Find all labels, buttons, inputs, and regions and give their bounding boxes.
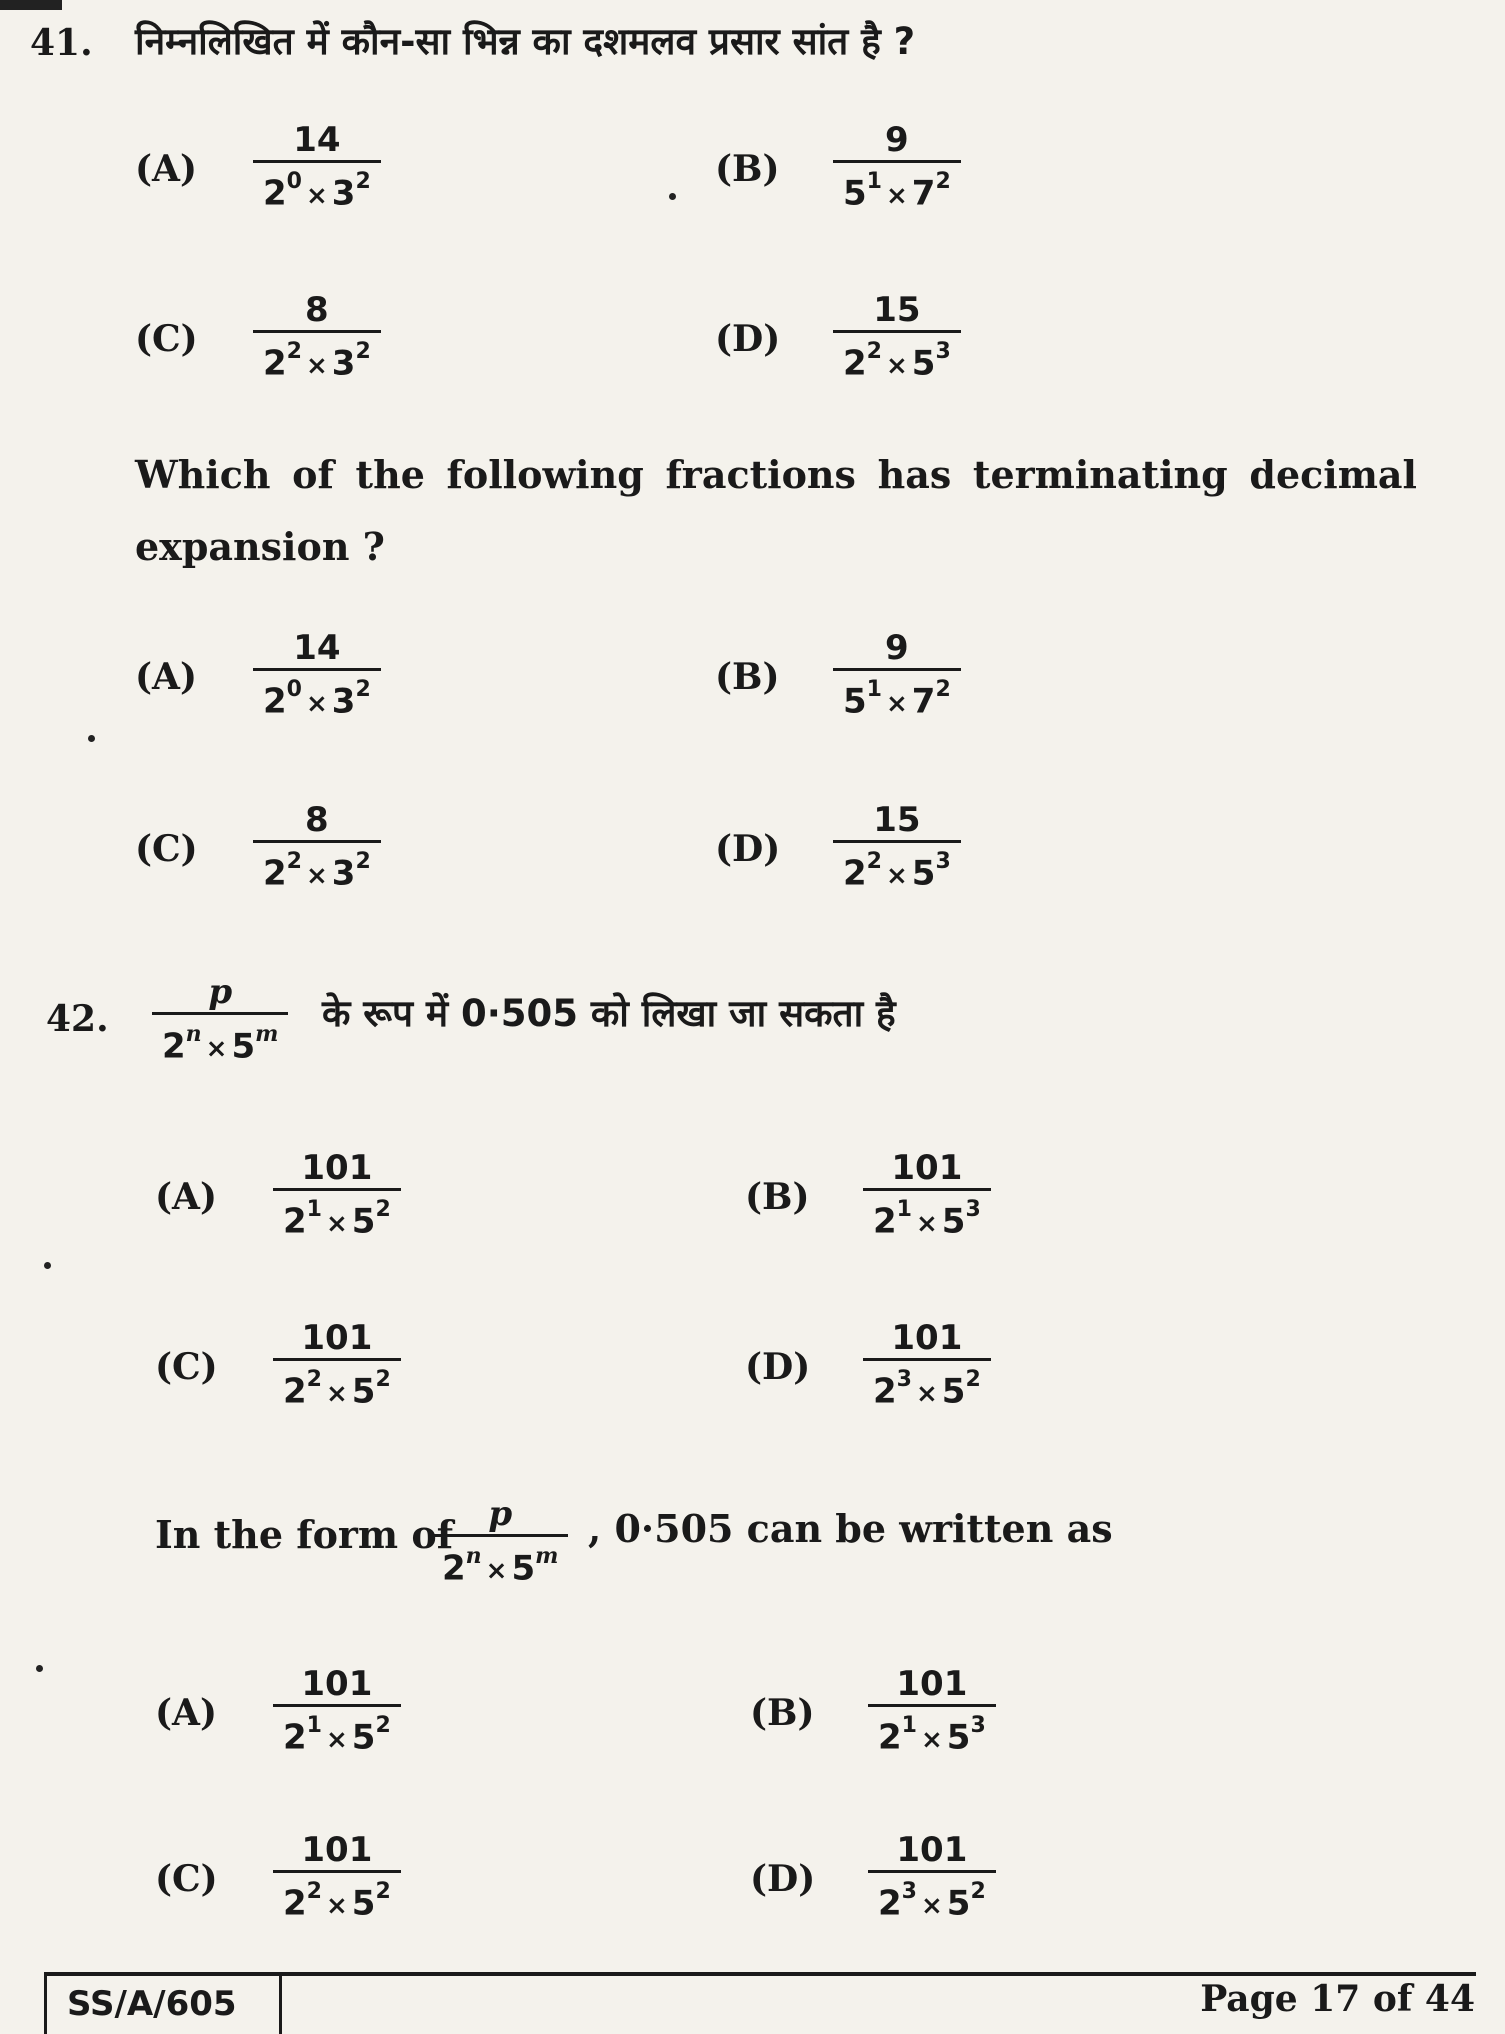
fraction-numerator: 8 bbox=[305, 290, 329, 330]
power-base: 3 bbox=[331, 343, 356, 384]
fraction-numerator: 101 bbox=[301, 1148, 373, 1188]
option-fraction bbox=[273, 1830, 401, 1927]
fraction-denominator bbox=[253, 160, 381, 217]
answer-option[interactable] bbox=[155, 1664, 401, 1761]
expr-exponent: m bbox=[535, 1543, 559, 1569]
power-exponent: 2 bbox=[306, 1367, 322, 1392]
power-base: 5 bbox=[911, 343, 936, 384]
question-text-hindi: के रूप में 0·505 को लिखा जा सकता है bbox=[322, 992, 896, 1035]
option-label: (D) bbox=[745, 1345, 811, 1388]
fraction-denominator bbox=[833, 160, 961, 217]
power-base: 2 bbox=[283, 1883, 307, 1924]
times-sign: × bbox=[325, 1725, 348, 1756]
power-base: 2 bbox=[873, 1371, 897, 1412]
power-exponent: 3 bbox=[935, 339, 951, 364]
scan-dot bbox=[44, 1262, 51, 1269]
power-base: 3 bbox=[331, 853, 356, 894]
power-base: 2 bbox=[263, 173, 287, 214]
times-sign: × bbox=[915, 1209, 938, 1240]
power-exponent: 2 bbox=[286, 849, 302, 874]
power-base: 2 bbox=[263, 853, 287, 894]
option-fraction bbox=[833, 628, 961, 725]
power-base: 2 bbox=[283, 1371, 307, 1412]
times-sign: × bbox=[885, 351, 908, 382]
expr-base: 2 bbox=[442, 1548, 466, 1589]
answer-option[interactable] bbox=[155, 1318, 401, 1415]
scan-dot bbox=[88, 735, 95, 742]
option-fraction bbox=[273, 1318, 401, 1415]
scan-dot bbox=[36, 1665, 43, 1672]
fraction-denominator bbox=[253, 668, 381, 725]
answer-option[interactable] bbox=[715, 120, 961, 217]
times-sign: × bbox=[325, 1891, 348, 1922]
fraction-denominator bbox=[273, 1188, 401, 1245]
times-sign: × bbox=[325, 1379, 348, 1410]
power-exponent: 2 bbox=[866, 849, 882, 874]
power-exponent: 2 bbox=[965, 1367, 981, 1392]
fraction-numerator: 9 bbox=[885, 120, 909, 160]
question-text-english-line1: Which of the following fractions has terminating decimal bbox=[135, 452, 1417, 497]
power-base: 5 bbox=[843, 681, 867, 722]
power-exponent: 2 bbox=[970, 1879, 986, 1904]
power-exponent: 1 bbox=[901, 1713, 917, 1738]
power-exponent: 1 bbox=[866, 677, 882, 702]
fraction-numerator: 101 bbox=[891, 1318, 963, 1358]
question-text-hindi: निम्नलिखित में कौन-सा भिन्न का दशमलव प्रसार सांत है ? bbox=[135, 20, 916, 63]
option-fraction bbox=[253, 120, 381, 217]
power-exponent: 1 bbox=[306, 1197, 322, 1222]
power-exponent: 2 bbox=[286, 339, 302, 364]
power-base: 2 bbox=[283, 1201, 307, 1242]
answer-option[interactable] bbox=[750, 1830, 996, 1927]
power-base: 5 bbox=[351, 1883, 376, 1924]
question-text-english-line2: expansion ? bbox=[135, 524, 385, 569]
expression-fraction: $\frac{p}{2^n\times 5^m}$ bbox=[432, 1494, 568, 1592]
times-sign: × bbox=[920, 1725, 943, 1756]
power-exponent: 3 bbox=[896, 1367, 912, 1392]
power-base: 2 bbox=[283, 1717, 307, 1758]
fraction-numerator: 8 bbox=[305, 800, 329, 840]
power-base: 7 bbox=[911, 681, 936, 722]
answer-option[interactable] bbox=[745, 1148, 991, 1245]
fraction-denominator bbox=[833, 668, 961, 725]
power-base: 3 bbox=[331, 681, 356, 722]
fraction-numerator: 15 bbox=[873, 800, 921, 840]
times-sign: × bbox=[305, 181, 328, 212]
option-fraction bbox=[868, 1664, 996, 1761]
page-number: Page 17 of 44 bbox=[1200, 1978, 1475, 2020]
times-sign: × bbox=[325, 1209, 348, 1240]
power-exponent: 2 bbox=[355, 169, 371, 194]
times-sign: × bbox=[915, 1379, 938, 1410]
answer-option[interactable] bbox=[135, 120, 381, 217]
fraction-numerator: 101 bbox=[301, 1318, 373, 1358]
option-label: (D) bbox=[750, 1857, 816, 1900]
option-fraction bbox=[863, 1148, 991, 1245]
fraction-denominator bbox=[833, 330, 961, 387]
power-exponent: 2 bbox=[355, 849, 371, 874]
power-base: 2 bbox=[873, 1201, 897, 1242]
power-base: 5 bbox=[351, 1371, 376, 1412]
answer-option[interactable] bbox=[155, 1830, 401, 1927]
fraction-numerator: 15 bbox=[873, 290, 921, 330]
option-label: (B) bbox=[745, 1175, 810, 1218]
power-base: 5 bbox=[946, 1883, 971, 1924]
times-sign: × bbox=[305, 351, 328, 382]
power-exponent: 2 bbox=[935, 169, 951, 194]
fraction-denominator bbox=[273, 1704, 401, 1761]
times-sign: × bbox=[920, 1891, 943, 1922]
expression-fraction: $\frac{p}{2^n\times 5^m}$ bbox=[152, 972, 288, 1070]
option-label: (B) bbox=[750, 1691, 815, 1734]
power-exponent: 2 bbox=[375, 1367, 391, 1392]
power-exponent: 3 bbox=[901, 1879, 917, 1904]
times-sign: × bbox=[885, 181, 908, 212]
answer-option[interactable] bbox=[135, 290, 381, 387]
power-exponent: 0 bbox=[286, 169, 302, 194]
answer-option[interactable] bbox=[715, 290, 961, 387]
answer-option[interactable] bbox=[135, 628, 381, 725]
power-base: 2 bbox=[263, 343, 287, 384]
answer-option[interactable] bbox=[715, 628, 961, 725]
fraction-numerator: 101 bbox=[896, 1664, 968, 1704]
option-fraction bbox=[253, 628, 381, 725]
power-exponent: 2 bbox=[866, 339, 882, 364]
fraction-denominator bbox=[253, 330, 381, 387]
power-base: 2 bbox=[263, 681, 287, 722]
option-fraction bbox=[868, 1830, 996, 1927]
option-label: (D) bbox=[715, 317, 781, 360]
fraction-denominator bbox=[273, 1870, 401, 1927]
power-exponent: 2 bbox=[306, 1879, 322, 1904]
fraction-numerator: 101 bbox=[301, 1664, 373, 1704]
power-exponent: 2 bbox=[355, 339, 371, 364]
option-label: (A) bbox=[155, 1175, 217, 1218]
power-base: 2 bbox=[843, 343, 867, 384]
fraction-numerator: 14 bbox=[293, 120, 341, 160]
answer-option[interactable] bbox=[715, 800, 961, 897]
option-fraction bbox=[253, 290, 381, 387]
times-sign: × bbox=[885, 861, 908, 892]
expr-exponent: n bbox=[185, 1021, 202, 1047]
expr-base: 5 bbox=[511, 1548, 536, 1589]
option-label: (C) bbox=[135, 317, 198, 360]
fraction-numerator: 101 bbox=[301, 1830, 373, 1870]
option-label: (B) bbox=[715, 147, 780, 190]
question-number: 41. bbox=[30, 22, 93, 64]
fraction-denominator bbox=[868, 1870, 996, 1927]
expr-exponent: m bbox=[255, 1021, 279, 1047]
paper-code: SS/A/605 bbox=[44, 1976, 282, 2034]
scan-dot bbox=[669, 193, 676, 200]
power-exponent: 1 bbox=[896, 1197, 912, 1222]
expr-exponent: n bbox=[465, 1543, 482, 1569]
power-base: 5 bbox=[843, 173, 867, 214]
power-base: 7 bbox=[911, 173, 936, 214]
option-label: (A) bbox=[155, 1691, 217, 1734]
option-label: (B) bbox=[715, 655, 780, 698]
power-base: 2 bbox=[843, 853, 867, 894]
option-fraction bbox=[863, 1318, 991, 1415]
expr-base: 5 bbox=[231, 1026, 256, 1067]
power-exponent: 1 bbox=[866, 169, 882, 194]
option-label: (C) bbox=[155, 1345, 218, 1388]
fraction-numerator: 101 bbox=[896, 1830, 968, 1870]
answer-option[interactable] bbox=[155, 1148, 401, 1245]
expr-base: 2 bbox=[162, 1026, 186, 1067]
fraction-numerator: 14 bbox=[293, 628, 341, 668]
power-base: 5 bbox=[351, 1717, 376, 1758]
option-label: (A) bbox=[135, 147, 197, 190]
power-exponent: 1 bbox=[306, 1713, 322, 1738]
fraction-denominator bbox=[273, 1358, 401, 1415]
fraction-denominator bbox=[833, 840, 961, 897]
times-sign: × bbox=[305, 861, 328, 892]
power-exponent: 2 bbox=[935, 677, 951, 702]
answer-option[interactable] bbox=[750, 1664, 996, 1761]
fraction-denominator bbox=[863, 1358, 991, 1415]
option-label: (D) bbox=[715, 827, 781, 870]
option-fraction bbox=[833, 120, 961, 217]
fraction-denominator bbox=[253, 840, 381, 897]
option-label: (C) bbox=[135, 827, 198, 870]
power-base: 5 bbox=[941, 1201, 966, 1242]
power-exponent: 2 bbox=[355, 677, 371, 702]
option-fraction bbox=[273, 1664, 401, 1761]
power-exponent: 2 bbox=[375, 1713, 391, 1738]
expr-numerator: p bbox=[488, 1494, 513, 1534]
power-base: 5 bbox=[911, 853, 936, 894]
power-base: 2 bbox=[878, 1883, 902, 1924]
fraction-numerator: 9 bbox=[885, 628, 909, 668]
power-exponent: 3 bbox=[935, 849, 951, 874]
question-text-english-prefix: In the form of bbox=[155, 1512, 454, 1557]
option-fraction bbox=[273, 1148, 401, 1245]
question-text-english-suffix: , 0·505 can be written as bbox=[588, 1506, 1113, 1551]
power-exponent: 2 bbox=[375, 1879, 391, 1904]
page-corner-mark bbox=[0, 0, 62, 10]
power-exponent: 2 bbox=[375, 1197, 391, 1222]
power-exponent: 3 bbox=[970, 1713, 986, 1738]
power-base: 5 bbox=[351, 1201, 376, 1242]
option-label: (A) bbox=[135, 655, 197, 698]
fraction-numerator: 101 bbox=[891, 1148, 963, 1188]
power-base: 2 bbox=[878, 1717, 902, 1758]
fraction-denominator bbox=[868, 1704, 996, 1761]
answer-option[interactable] bbox=[745, 1318, 991, 1415]
times-sign: × bbox=[885, 689, 908, 720]
times-sign: × bbox=[305, 689, 328, 720]
option-fraction bbox=[833, 800, 961, 897]
power-base: 5 bbox=[941, 1371, 966, 1412]
fraction-denominator bbox=[863, 1188, 991, 1245]
power-base: 5 bbox=[946, 1717, 971, 1758]
power-base: 3 bbox=[331, 173, 356, 214]
option-label: (C) bbox=[155, 1857, 218, 1900]
expr-numerator: p bbox=[208, 972, 233, 1012]
answer-option[interactable] bbox=[135, 800, 381, 897]
question-number: 42. bbox=[46, 998, 109, 1040]
option-fraction bbox=[833, 290, 961, 387]
option-fraction bbox=[253, 800, 381, 897]
power-exponent: 3 bbox=[965, 1197, 981, 1222]
power-exponent: 0 bbox=[286, 677, 302, 702]
